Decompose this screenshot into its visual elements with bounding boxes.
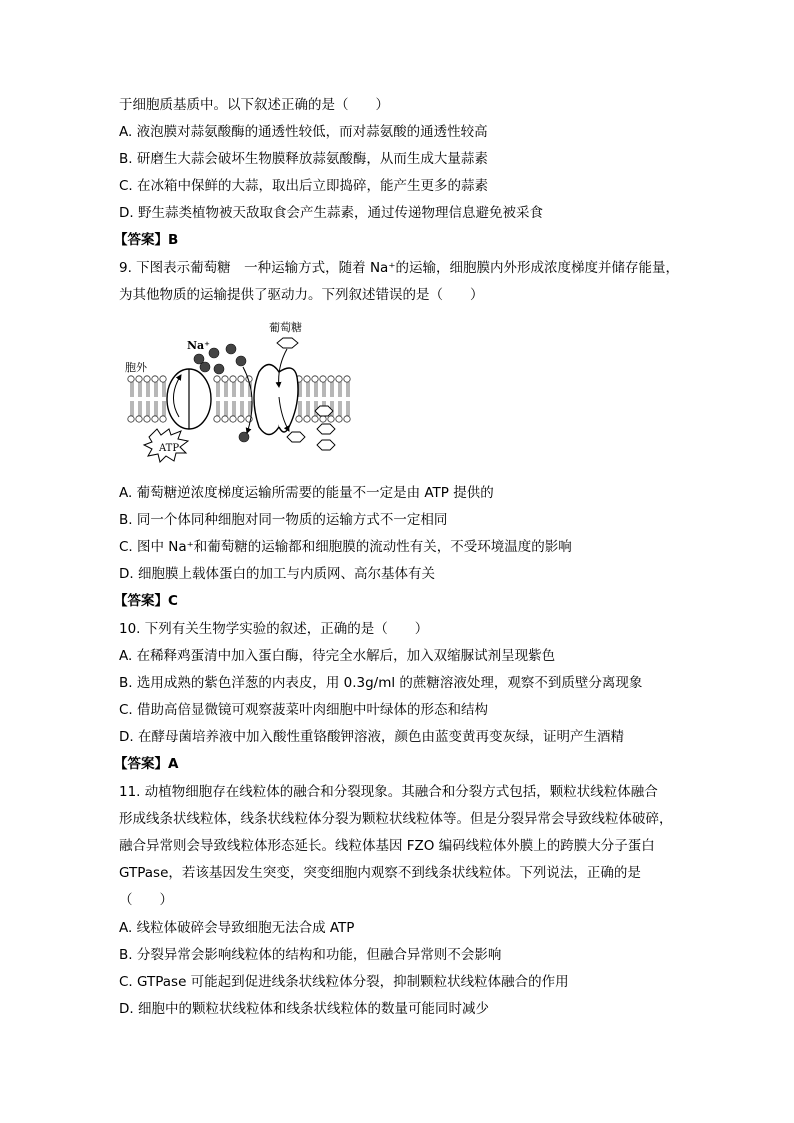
q8-option-a: A. 液泡膜对蒜氨酸酶的通透性较低，而对蒜氨酸的通透性较高 xyxy=(119,124,488,140)
q11-option-b: B. 分裂异常会影响线粒体的结构和功能，但融合异常则不会影响 xyxy=(119,947,502,963)
q8-option-d: D. 野生蒜类植物被天敌取食会产生蒜素，通过传递物理信息避免被采食 xyxy=(119,205,543,221)
q11-stem-line3: 融合异常则会导致线粒体形态延长。线粒体基因 FZO 编码线粒体外膜上的跨膜大分子蛋白 xyxy=(119,838,655,854)
atp-label: ATP xyxy=(159,443,180,454)
q11-stem-line4: GTPase，若该基因发生突变，突变细胞内观察不到线条状线粒体。下列说法，正确的是 xyxy=(119,865,641,881)
outside-label: 胞外 xyxy=(125,361,147,374)
q10-answer: 【答案】A xyxy=(114,756,179,772)
q11-stem-line5: （ ） xyxy=(119,892,173,908)
q8-answer: 【答案】B xyxy=(114,232,179,248)
q10-option-b: B. 选用成熟的紫色洋葱的内表皮，用 0.3g/ml 的蔗糖溶液处理，观察不到质壁分离现象 xyxy=(119,675,643,691)
q10-option-c: C. 借助高倍显微镜可观察菠菜叶肉细胞中叶绿体的形态和结构 xyxy=(119,702,489,718)
q11-option-c: C. GTPase 可能起到促进线条状线粒体分裂，抑制颗粒状线粒体融合的作用 xyxy=(119,974,569,990)
q10-stem: 10. 下列有关生物学实验的叙述，正确的是（ ） xyxy=(119,621,429,637)
q9-stem-line1: 9. 下图表示葡萄糖 一种运输方式，随着 Na⁺的运输，细胞膜内外形成浓度梯度并储存能量， xyxy=(119,260,679,276)
q10-option-a: A. 在稀释鸡蛋清中加入蛋白酶，待完全水解后，加入双缩脲试剂呈现紫色 xyxy=(119,648,556,664)
q11-stem-line1: 11. 动植物细胞存在线粒体的融合和分裂现象。其融合和分裂方式包括，颗粒状线粒体融合 xyxy=(119,784,658,800)
q9-option-b: B. 同一个体同种细胞对同一物质的运输方式不一定相同 xyxy=(119,512,448,528)
q9-stem-line2: 为其他物质的运输提供了驱动力。下列叙述错误的是（ ） xyxy=(119,287,484,303)
q9-option-c: C. 图中 Na⁺和葡萄糖的运输都和细胞膜的流动性有关，不受环境温度的影响 xyxy=(119,539,572,555)
q9-option-a: A. 葡萄糖逆浓度梯度运输所需要的能量不一定是由 ATP 提供的 xyxy=(119,485,494,501)
q8-option-c: C. 在冰箱中保鲜的大蒜，取出后立即捣碎，能产生更多的蒜素 xyxy=(119,178,489,194)
q11-stem-line2: 形成线条状线粒体，线条状线粒体分裂为颗粒状线粒体等。但是分裂异常会导致线粒体破碎， xyxy=(119,811,673,827)
q10-option-d: D. 在酵母菌培养液中加入酸性重铬酸钾溶液，颜色由蓝变黄再变灰绿，证明产生酒精 xyxy=(119,729,624,745)
q9-answer: 【答案】C xyxy=(114,593,178,609)
q11-option-d: D. 细胞中的颗粒状线粒体和线条状线粒体的数量可能同时减少 xyxy=(119,1001,489,1017)
glucose-transport-figure xyxy=(119,317,359,469)
na-label: Na⁺ xyxy=(187,339,210,352)
glucose-label: 葡萄糖 xyxy=(269,321,302,334)
q8-option-b: B. 研磨生大蒜会破坏生物膜释放蒜氨酸酶，从而生成大量蒜素 xyxy=(119,151,488,167)
q11-option-a: A. 线粒体破碎会导致细胞无法合成 ATP xyxy=(119,920,355,936)
q9-option-d: D. 细胞膜上载体蛋白的加工与内质网、高尔基体有关 xyxy=(119,566,435,582)
q8-stem-tail: 于细胞质基质中。以下叙述正确的是（ ） xyxy=(119,97,389,113)
